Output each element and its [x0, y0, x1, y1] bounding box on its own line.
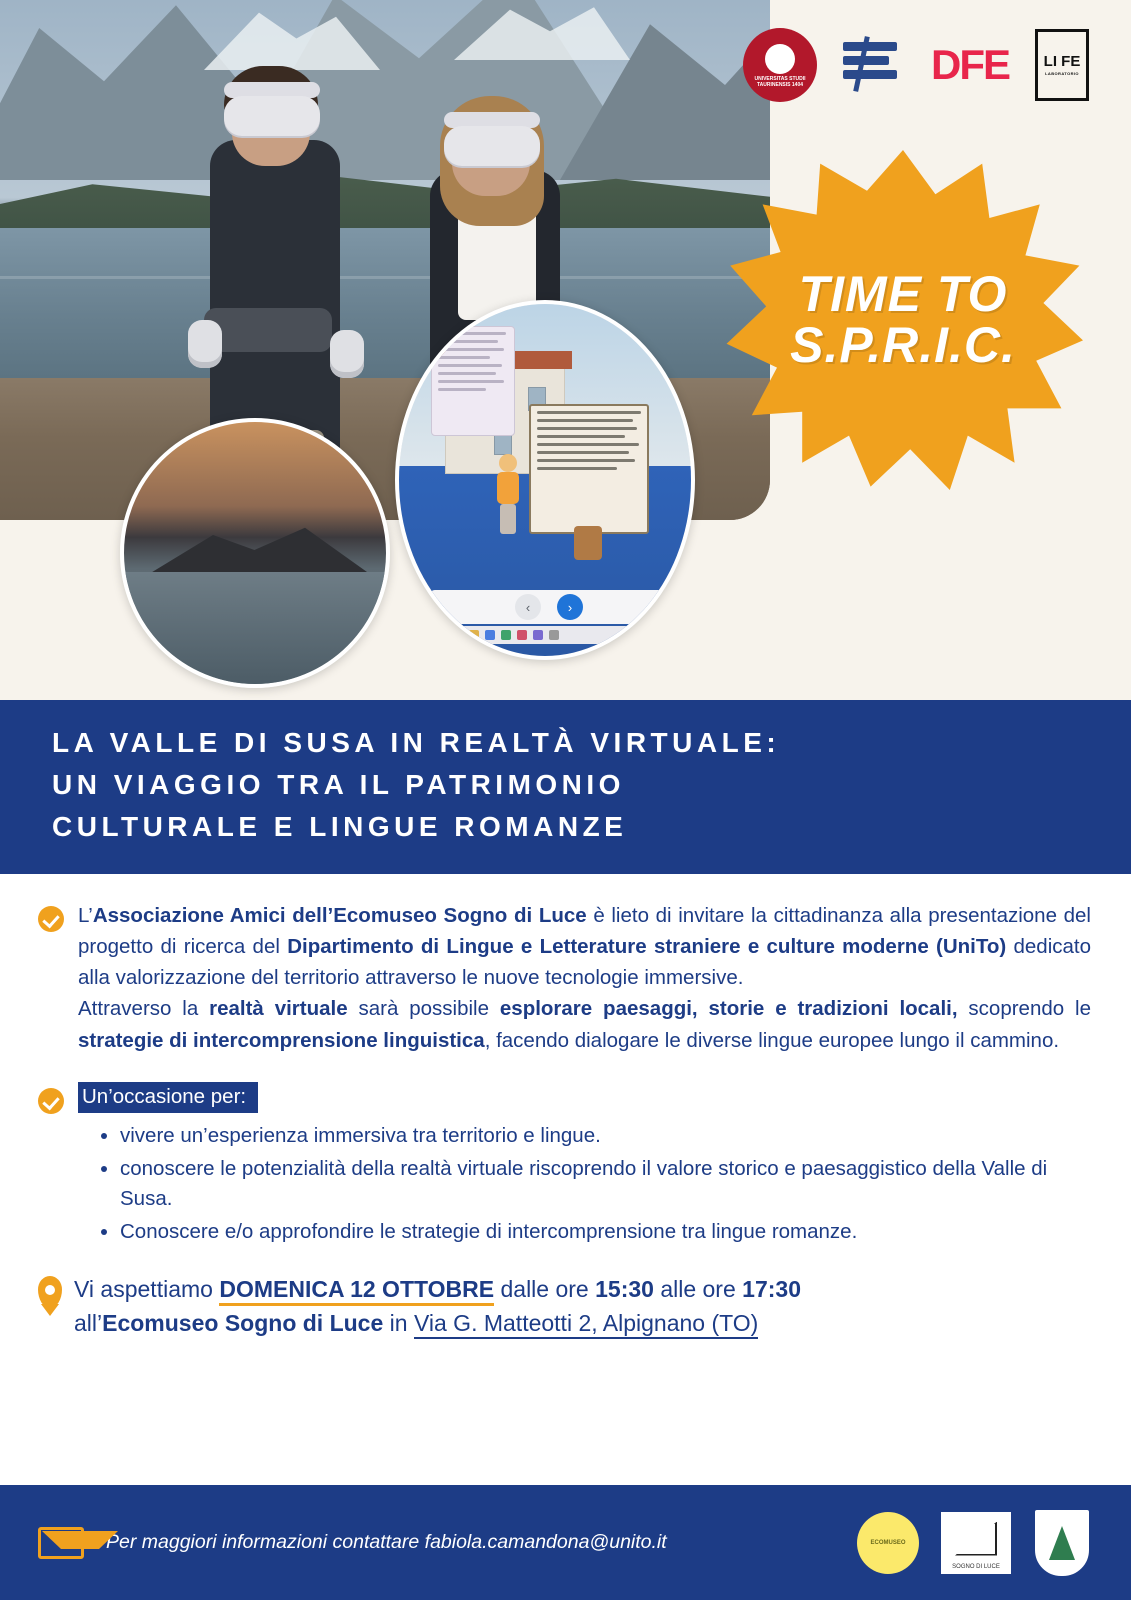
intro-paragraph [78, 900, 1091, 1056]
main-content [0, 874, 1131, 1341]
title-line-2: UN VIAGGIO TRA IL PATRIMONIO [52, 769, 625, 800]
envelope-icon [38, 1527, 84, 1559]
title-line-1: LA VALLE DI SUSA IN REALTÀ VIRTUALE: [52, 727, 781, 758]
occasion-list [78, 1121, 1091, 1248]
event-address: Via G. Matteotti 2, Alpignano (TO) [414, 1310, 758, 1339]
venue-mid: in [383, 1310, 414, 1337]
unito-logo-text: UNIVERSITAS STUDII TAURINENSIS 1404 [754, 75, 806, 88]
intro-text-1: L’ [78, 904, 93, 927]
dfe-logo: DFE [931, 41, 1009, 88]
comune-alpignano-logo [1033, 1508, 1091, 1578]
page-title [0, 700, 1131, 874]
taskbar-dock[interactable] [459, 626, 639, 644]
logo-row [743, 28, 1089, 102]
virtual-text-panel [529, 404, 649, 534]
intro-text-2: è lieto di invitare la cittadinanza alla presentazione del progetto di ricerca del [78, 904, 1091, 959]
vr-controller [188, 320, 222, 368]
photo-circle-lake-sunset [120, 418, 390, 688]
virtual-barrel [574, 526, 602, 560]
check-circle-icon [38, 906, 64, 932]
dipartimento-logo [843, 38, 905, 92]
venue-prefix: all’ [74, 1310, 103, 1337]
occasion-heading: Un’occasione per: [78, 1082, 258, 1113]
intro-bold-explore: esplorare paesaggi, storie e tradizioni locali, [499, 997, 958, 1021]
intro-bold-department: Dipartimento di Lingue e Letterature straniere e culture moderne (UniTo) [287, 935, 1007, 959]
footer-contact-text: Per maggiori informazioni contattare fabiola.camandona@unito.it [106, 1531, 667, 1553]
event-details-text [74, 1272, 801, 1341]
back-icon[interactable]: ‹ [515, 594, 541, 620]
intro-text-3: dedicato alla valorizzazione del territorio attraverso le nuove tecnologie immersive. [78, 935, 1092, 990]
list-item: • vivere un’esperienza immersiva tra territorio e lingue. [120, 1121, 1091, 1152]
life-lab-logo-text: LI FE [1043, 53, 1081, 70]
intro-block [38, 900, 1091, 1056]
intro-bold-strategies: strategie di intercomprensione linguistica [78, 1028, 485, 1052]
life-lab-logo-sub: LABORATORIO [1045, 71, 1079, 76]
intro-bold-association: Associazione Amici dell’Ecomuseo Sogno di Luce [92, 904, 587, 927]
title-line-3: CULTURALE E LINGUE ROMANZE [52, 811, 628, 842]
footer-bar [0, 1485, 1131, 1600]
location-pin-icon [38, 1276, 62, 1308]
list-item: • Conoscere e/o approfondire le strategie di intercomprensione tra lingue romanze. [120, 1217, 1091, 1248]
check-circle-icon [38, 1088, 64, 1114]
event-end-time: 17:30 [742, 1275, 801, 1302]
list-item: • conoscere le potenzialità della realtà virtuale riscoprendo il valore storico e paesaggistico della Valle di Susa. [120, 1154, 1091, 1216]
intro-bold-vr: realtà virtuale [209, 997, 348, 1021]
next-icon[interactable]: › [557, 594, 583, 620]
virtual-avatar [495, 454, 521, 534]
when-mid-1: dalle ore [494, 1275, 596, 1302]
intro-text-5: sarà possibile [347, 997, 500, 1021]
intro-text-4: Attraverso la [78, 997, 210, 1021]
ecomuseo-logo: ECOMUSEO [857, 1512, 919, 1574]
hero-section [0, 0, 1131, 700]
when-mid-2: alle ore [653, 1275, 743, 1302]
event-venue: Ecomuseo Sogno di Luce [102, 1310, 384, 1337]
photo-circle-vr-app-screenshot [395, 300, 695, 660]
footer-logo-row [857, 1485, 1091, 1600]
occasion-block [38, 1082, 1091, 1250]
badge-line-1: TIME TO [798, 266, 1008, 322]
starburst-badge-text [723, 150, 1083, 490]
event-details-block [38, 1272, 1091, 1341]
vr-controller [330, 330, 364, 378]
virtual-dialog-panel [431, 326, 515, 436]
event-start-time: 15:30 [595, 1275, 654, 1302]
event-date: DOMENICA 12 OTTOBRE [219, 1276, 494, 1306]
vr-player-controls[interactable] [429, 590, 669, 624]
intro-text-6: scoprendo le [957, 997, 1091, 1021]
life-lab-logo [1035, 29, 1089, 101]
badge-line-2: S.P.R.I.C. [790, 317, 1016, 373]
vr-headset-icon [444, 126, 540, 166]
intro-text-7: , facendo dialogare le diverse lingue europee lungo il cammino. [484, 1028, 1060, 1052]
when-prefix: Vi aspettiamo [74, 1275, 220, 1302]
vr-headset-icon [224, 96, 320, 136]
unito-logo [743, 28, 817, 102]
sogno-di-luce-logo: SOGNO DI LUCE [941, 1512, 1011, 1574]
